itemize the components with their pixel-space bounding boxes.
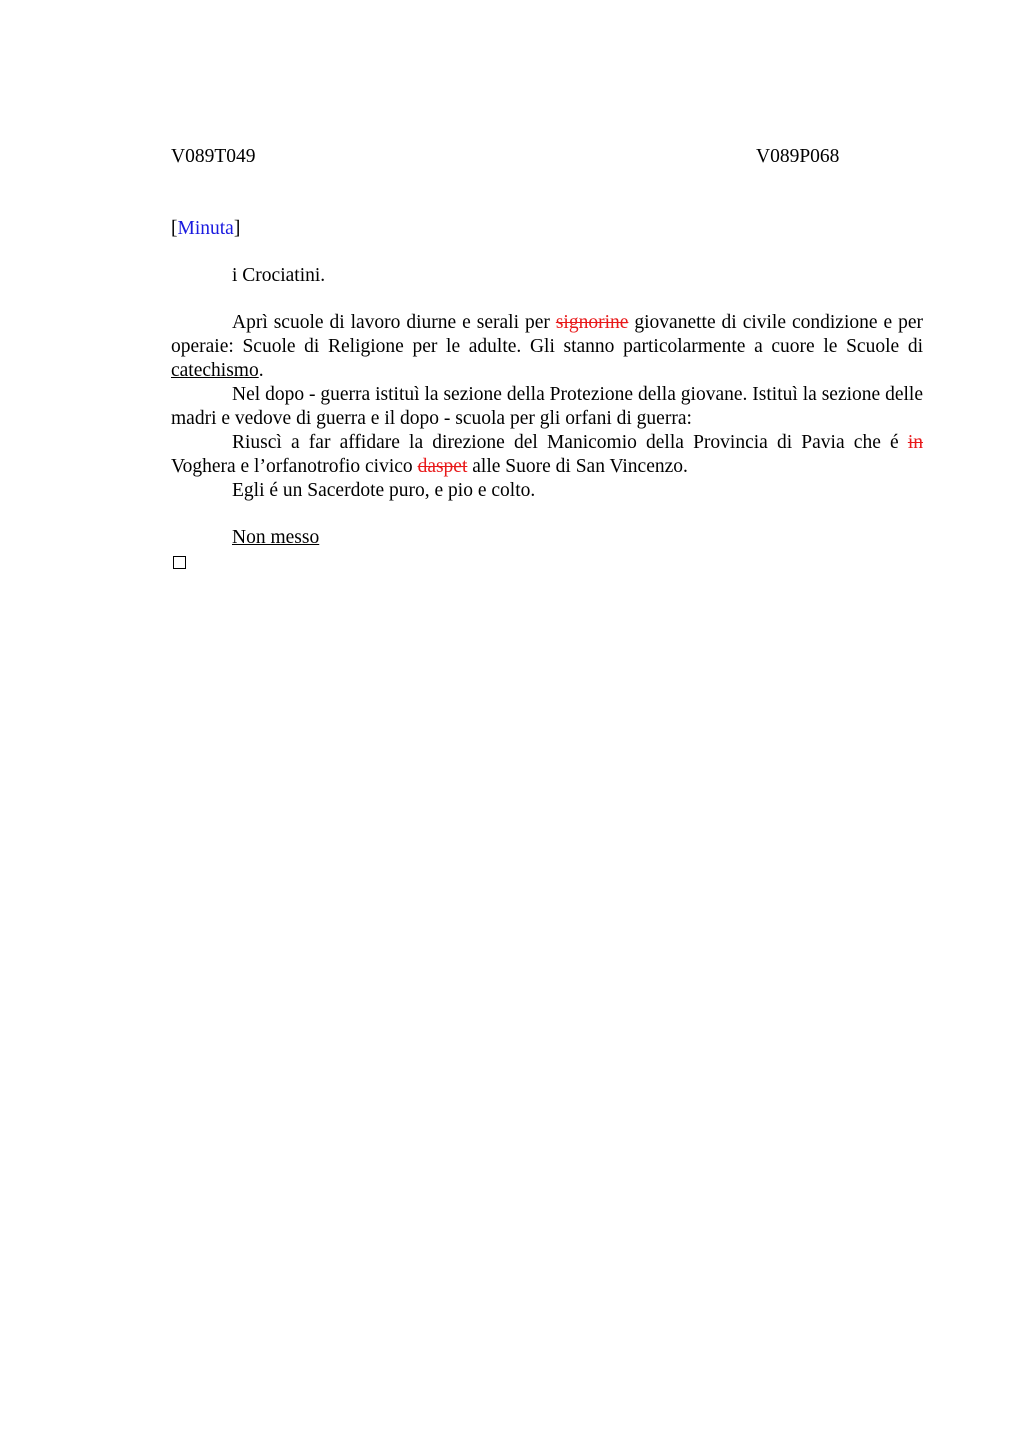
checkbox-square-icon: [173, 556, 186, 569]
document-code-left: V089T049: [171, 146, 256, 167]
draft-label-text: Minuta: [177, 218, 234, 239]
deleted-word: in: [907, 432, 923, 453]
paragraph-1: [171, 311, 923, 383]
deleted-word: daspet: [417, 456, 468, 477]
letter-body: [171, 311, 923, 503]
bracket-close: ]: [233, 218, 241, 239]
underlined-word: catechismo: [171, 360, 259, 381]
paragraph-1-text-c: .: [258, 360, 264, 381]
deleted-word: signorine: [555, 312, 629, 333]
paragraph-1-text-b: giovanette di civile condizione e per operaie: Scuole di Religione per le adulte. Gli stanno particolarmente a cuore le Scuole di: [171, 312, 923, 357]
paragraph-3-text-c: alle Suore di San Vincenzo.: [467, 456, 688, 477]
paragraph-4: Egli é un Sacerdote puro, e pio e colto.: [232, 480, 536, 501]
paragraph-3: [171, 431, 923, 479]
end-marker: [171, 550, 923, 576]
note: [171, 526, 923, 550]
paragraph-2: Nel dopo - guerra istituì la sezione della Protezione della giovane. Istituì la sezione delle madri e vedove di guerra e il dopo - scuola per gli orfani di guerra:: [171, 384, 923, 429]
salutation: i Crociatini.: [232, 265, 326, 286]
document-header: [171, 145, 923, 171]
paragraph-3-text-a: Riuscì a far affidare la direzione del Manicomio della Provincia di Pavia che é: [232, 432, 908, 453]
paragraph-3-text-b: Voghera e l’orfanotrofio civico: [171, 456, 418, 477]
bracket-open: [: [171, 218, 178, 239]
document-page: [171, 145, 923, 576]
note-text: Non messo: [232, 527, 320, 548]
draft-label: [171, 217, 923, 241]
document-code-right: V089P068: [756, 146, 840, 167]
paragraph-1-text-a: Aprì scuole di lavoro diurne e serali per: [232, 312, 556, 333]
